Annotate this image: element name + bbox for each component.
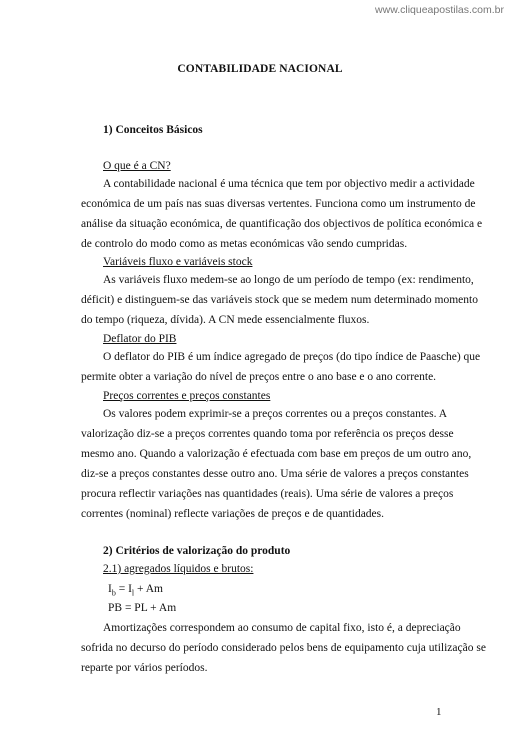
- paragraph-line: déficit) e distinguem-se das variáveis stock que se medem num determinado momento: [81, 294, 478, 306]
- paragraph-line: do tempo (riqueza, dívida). A CN mede essencialmente fluxos.: [81, 314, 370, 326]
- subheading-agregados: 2.1) agregados líquidos e brutos:: [103, 563, 254, 575]
- paragraph-line: O deflator do PIB é um índice agregado de preços (do tipo índice de Paasche) que: [103, 351, 481, 363]
- section-heading-criterios: 2) Critérios de valorização do produto: [103, 545, 291, 557]
- formula-product: PB = PL + Am: [108, 602, 177, 614]
- paragraph-line: sofrida no decurso do período considerado pelos bens de equipamento cuja utilização se: [81, 642, 486, 654]
- paragraph-line: diz-se a preços constantes desse outro ano. Uma série de valores a preços constantes: [81, 468, 469, 480]
- paragraph-line: análise da situação económica, de quantificação dos objectivos de política económica e: [81, 218, 483, 230]
- paragraph-line: As variáveis fluxo medem-se ao longo de um período de tempo (ex: rendimento,: [103, 274, 474, 286]
- site-watermark: www.cliqueapostilas.com.br: [375, 4, 504, 16]
- paragraph-line: reparte por vários períodos.: [81, 662, 208, 674]
- paragraph-line: económica de um país nas suas diversas vertentes. Funciona como um instrumento de: [81, 198, 476, 210]
- paragraph-line: de controlo do modo como as metas económicas vão sendo cumpridas.: [81, 238, 408, 250]
- paragraph-line: Os valores podem exprimir-se a preços correntes ou a preços constantes. A: [103, 408, 448, 420]
- subheading-o-que-e-cn: O que é a CN?: [103, 160, 171, 172]
- paragraph-line: A contabilidade nacional é uma técnica que tem por objectivo medir a actividade: [103, 178, 475, 190]
- paragraph-line: permite obter a variação do nível de preços entre o ano base e o ano corrente.: [81, 371, 437, 383]
- formula-investment: $I_b = I_l + Am$: [108, 583, 164, 598]
- paragraph-line: procura reflectir variações nas quantidades (reais). Uma série de valores a preços: [81, 488, 454, 500]
- paragraph-line: Amortizações correspondem ao consumo de capital fixo, isto é, a depreciação: [103, 622, 461, 634]
- paragraph-line: correntes (nominal) reflecte variações de preços e de quantidades.: [81, 508, 385, 520]
- document-title: CONTABILIDADE NACIONAL: [177, 63, 343, 75]
- paragraph-line: mesmo ano. Quando a valorização é efectuada com base em preços de um outro ano,: [81, 448, 472, 460]
- subheading-variaveis: Variáveis fluxo e variáveis stock: [103, 256, 253, 268]
- subheading-precos: Preços correntes e preços constantes: [103, 390, 271, 402]
- page-number: 1: [436, 706, 442, 718]
- section-heading-conceitos: 1) Conceitos Básicos: [103, 124, 203, 136]
- paragraph-line: valorização diz-se a preços correntes quando toma por referência os preços desse: [81, 428, 454, 440]
- subheading-deflator: Deflator do PIB: [103, 333, 177, 345]
